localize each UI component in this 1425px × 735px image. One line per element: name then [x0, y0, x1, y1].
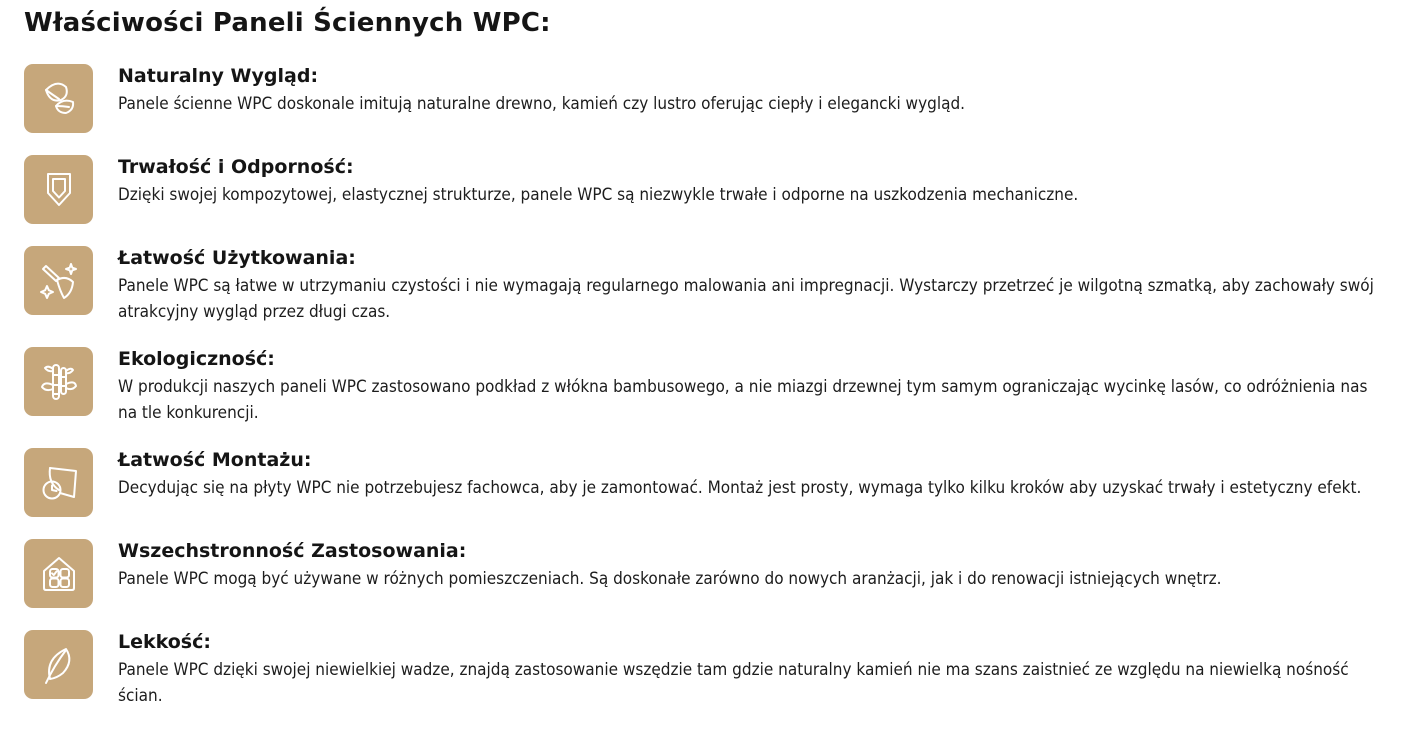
feature-description: Decydując się na płyty WPC nie potrzebujesz fachowca, aby je zamontować. Montaż jest prosty, wymaga tylko kilku kroków aby uzyskać trwały i estetyczny efekt. [118, 478, 1362, 498]
feature-trwalosc-odpornosc [24, 155, 1401, 224]
feature-lekkosc [24, 630, 1401, 709]
feature-heading: Ekologiczność: [118, 348, 275, 370]
feature-heading: Wszechstronność Zastosowania: [118, 540, 467, 562]
feature-description: W produkcji naszych paneli WPC zastosowano podkład z włókna bambusowego, a nie miazgi drzewnej tym samym ograniczając wycinkę lasów, co odróżnienia nas na tle konkurencji. [118, 377, 1368, 423]
feature-heading: Łatwość Użytkowania: [118, 247, 356, 269]
feature-latwosc-uzytkowania [24, 246, 1401, 325]
feature-heading: Łatwość Montażu: [118, 449, 312, 471]
feature-naturalny-wyglad [24, 64, 1401, 133]
feather-icon [24, 630, 93, 699]
feature-description: Panele ścienne WPC doskonale imitują naturalne drewno, kamień czy lustro oferując ciepły i elegancki wygląd. [118, 94, 966, 114]
shield-icon [24, 155, 93, 224]
feature-latwosc-montazu [24, 448, 1401, 517]
feature-wszechstronnosc-zastosowania [24, 539, 1401, 608]
feature-text [118, 448, 1361, 502]
feature-text [118, 155, 1078, 209]
page-title: Właściwości Paneli Ściennych WPC: [24, 8, 551, 38]
cleaning-brush-icon [24, 246, 93, 315]
feature-text [118, 630, 1390, 709]
feature-description: Panele WPC są łatwe w utrzymaniu czystości i nie wymagają regularnego malowania ani impregnacji. Wystarczy przetrzeć je wilgotną szmatką, aby zachowały swój atrakcyjny wygląd przez długi czas. [118, 276, 1374, 322]
bamboo-plant-icon [24, 347, 93, 416]
feature-description: Dzięki swojej kompozytowej, elastycznej strukturze, panele WPC są niezwykle trwałe i odporne na uszkodzenia mechaniczne. [118, 185, 1079, 205]
quick-install-clock-icon [24, 448, 93, 517]
feature-text [118, 246, 1390, 325]
feature-description: Panele WPC mogą być używane w różnych pomieszczeniach. Są doskonałe zarówno do nowych aranżacji, jak i do renowacji istniejących wnętrz. [118, 569, 1222, 589]
feature-text [118, 64, 965, 118]
feature-text [118, 539, 1221, 593]
feature-ekologicznosc [24, 347, 1401, 426]
house-grid-icon [24, 539, 93, 608]
feature-text [118, 347, 1390, 426]
feature-heading: Lekkość: [118, 631, 211, 653]
feature-description: Panele WPC dzięki swojej niewielkiej wadze, znajdą zastosowanie wszędzie tam gdzie naturalny kamień nie ma szans zaistnieć ze względu na niewielką nośność ścian. [118, 660, 1349, 706]
leaf-icon [24, 64, 93, 133]
feature-heading: Naturalny Wygląd: [118, 65, 319, 87]
feature-heading: Trwałość i Odporność: [118, 156, 354, 178]
